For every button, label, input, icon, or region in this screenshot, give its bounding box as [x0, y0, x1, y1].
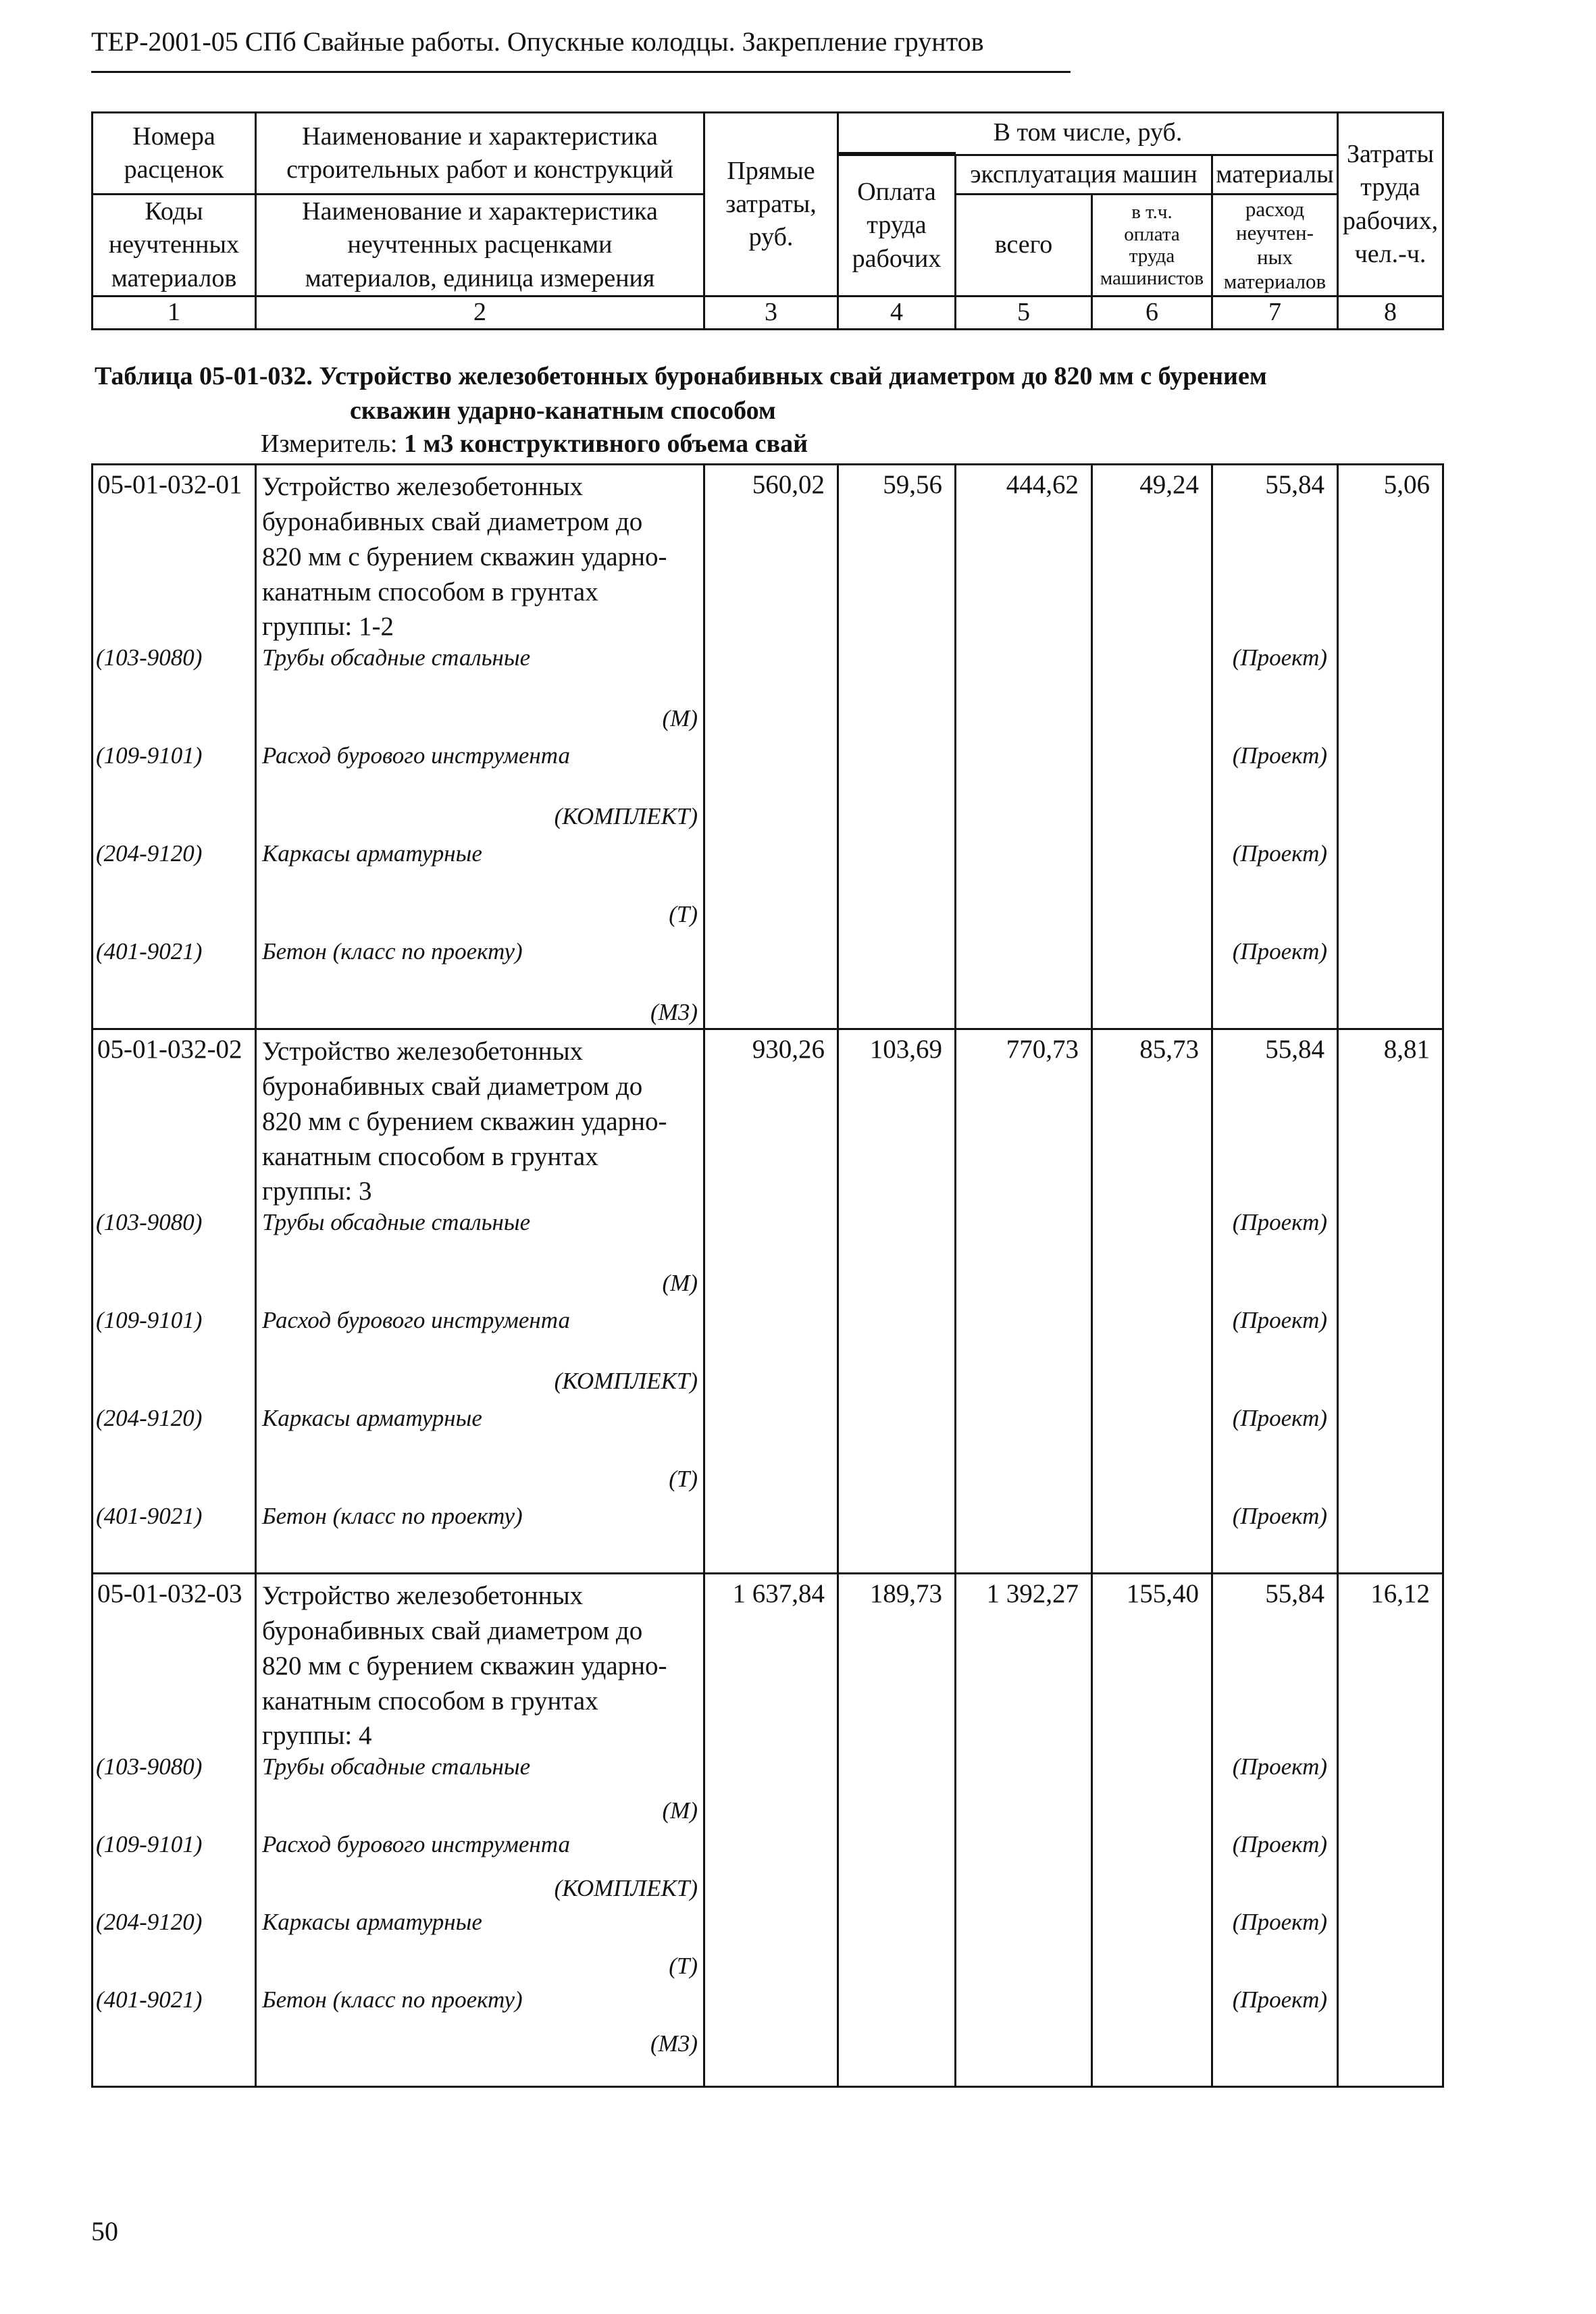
materials-cost-value: 55,84 — [1265, 470, 1324, 499]
material-project-note: (Проект) — [1232, 1986, 1327, 2013]
material-name: Трубы обсадные стальные — [262, 1209, 531, 1235]
description-line: группы: 4 — [262, 1721, 372, 1751]
material-code: (401-9021) — [96, 938, 203, 965]
table-row — [93, 465, 1443, 1029]
header-unaccounted-materials: расход неучтен- ных материалов — [1212, 195, 1338, 297]
description-line: канатным способом в грунтах — [262, 1686, 598, 1716]
rate-code: 05-01-032-01 — [97, 470, 242, 499]
header-machines: эксплуатация машин — [956, 155, 1212, 195]
direct-costs-value: 930,26 — [752, 1035, 825, 1064]
labor-pay-value: 189,73 — [869, 1579, 942, 1608]
direct-costs — [704, 465, 838, 1029]
column-number: 3 — [704, 297, 838, 330]
header-rate-codes: Коды неучтенных материалов — [93, 195, 256, 297]
header-direct-costs: Прямые затраты, руб. — [704, 113, 838, 297]
page-number: 50 — [91, 2216, 118, 2246]
description-line: 820 мм с бурением скважин ударно- — [262, 1651, 667, 1680]
material-project-note: (Проект) — [1232, 1753, 1327, 1780]
description-cell — [256, 1574, 704, 2087]
material-unit: (Т) — [669, 1953, 698, 1979]
header-materials: материалы — [1212, 155, 1338, 195]
machinists-pay-value: 155,40 — [1126, 1579, 1199, 1608]
header-material-names: Наименование и характеристика неучтенных расценками материалов, единица измерения — [256, 195, 704, 297]
table-caption — [95, 359, 1445, 428]
column-number: 4 — [838, 297, 956, 330]
material-project-note: (Проект) — [1232, 938, 1327, 965]
header-rule — [91, 71, 1071, 73]
header-labor-hours: Затраты труда рабочих, чел.-ч. — [1338, 113, 1443, 297]
material-code: (401-9021) — [96, 1986, 203, 2013]
labor-hours-value: 5,06 — [1383, 470, 1430, 499]
material-project-note: (Проект) — [1232, 840, 1327, 867]
header-rate-number: Номера расценок — [93, 113, 256, 195]
machines-total-value: 444,62 — [1006, 470, 1079, 499]
material-name: Расход бурового инструмента — [262, 742, 570, 769]
table-caption-line1: Таблица 05-01-032. Устройство железобетонных буронабивных свай диаметром до 820 мм с бурением — [95, 362, 1267, 390]
material-code: (109-9101) — [96, 1307, 203, 1333]
rates-table — [91, 463, 1444, 2088]
direct-costs-value: 560,02 — [752, 470, 825, 499]
labor-pay — [838, 1029, 956, 1574]
rate-code: 05-01-032-02 — [97, 1035, 242, 1064]
labor-pay-value: 59,56 — [883, 470, 942, 499]
material-name: Расход бурового инструмента — [262, 1307, 570, 1333]
labor-hours — [1338, 465, 1443, 1029]
direct-costs — [704, 1029, 838, 1574]
machinists-pay — [1092, 1574, 1212, 2087]
material-code: (204-9120) — [96, 1909, 203, 1935]
description-line: Устройство железобетонных — [262, 1581, 584, 1610]
description-line: канатным способом в грунтах — [262, 577, 598, 607]
column-number: 6 — [1092, 297, 1212, 330]
material-name: Каркасы арматурные — [262, 1909, 482, 1935]
material-code: (204-9120) — [96, 840, 203, 867]
labor-pay-value: 103,69 — [869, 1035, 942, 1064]
work-description — [257, 465, 703, 644]
material-project-note: (Проект) — [1232, 1307, 1327, 1333]
description-line: группы: 1-2 — [262, 612, 394, 642]
measurement-unit — [261, 429, 808, 459]
description-line: группы: 3 — [262, 1177, 372, 1206]
material-name: Трубы обсадные стальные — [262, 644, 531, 671]
column-number: 8 — [1338, 297, 1443, 330]
material-project-note: (Проект) — [1232, 1503, 1327, 1529]
machines-total — [956, 1574, 1092, 2087]
materials-cost — [1212, 1029, 1338, 1574]
column-number: 7 — [1212, 297, 1338, 330]
machines-total-value: 770,73 — [1006, 1035, 1079, 1064]
header-including-group: В том числе, руб. — [838, 113, 1338, 153]
machines-total — [956, 465, 1092, 1029]
material-unit: (М) — [662, 1797, 698, 1824]
material-code: (103-9080) — [96, 644, 203, 671]
material-name: Каркасы арматурные — [262, 840, 482, 867]
meter-label: Измеритель: — [261, 430, 398, 458]
machines-total — [956, 1029, 1092, 1574]
material-code: (204-9120) — [96, 1405, 203, 1431]
material-unit: (М3) — [650, 999, 698, 1025]
material-code: (103-9080) — [96, 1753, 203, 1780]
material-name: Бетон (класс по проекту) — [262, 1986, 523, 2013]
description-line: буронабивных свай диаметром до — [262, 1616, 643, 1645]
direct-costs-value: 1 637,84 — [732, 1579, 825, 1608]
material-project-note: (Проект) — [1232, 742, 1327, 769]
machines-total-value: 1 392,27 — [986, 1579, 1079, 1608]
material-name: Бетон (класс по проекту) — [262, 938, 523, 965]
work-description — [257, 1030, 703, 1209]
running-header: ТЕР-2001-05 СПб Свайные работы. Опускные колодцы. Закрепление грунтов — [91, 26, 984, 57]
work-description — [257, 1574, 703, 1753]
labor-pay — [838, 1574, 956, 2087]
column-number: 5 — [956, 297, 1092, 330]
column-header-table — [91, 111, 1444, 330]
material-unit: (Т) — [669, 1466, 698, 1492]
material-code: (103-9080) — [96, 1209, 203, 1235]
material-unit: (КОМПЛЕКТ) — [554, 803, 698, 829]
header-machines-total: всего — [956, 195, 1092, 297]
material-project-note: (Проект) — [1232, 1405, 1327, 1431]
header-labor-pay: Оплата труда рабочих — [838, 155, 956, 297]
rate-code-cell — [93, 465, 256, 1029]
material-name: Бетон (класс по проекту) — [262, 1503, 523, 1529]
material-unit: (М) — [662, 705, 698, 731]
header-work-name: Наименование и характеристика строительных работ и конструкций — [256, 113, 704, 195]
table-row — [93, 1574, 1443, 2087]
material-project-note: (Проект) — [1232, 1909, 1327, 1935]
description-cell — [256, 1029, 704, 1574]
rate-code-cell — [93, 1574, 256, 2087]
labor-hours — [1338, 1574, 1443, 2087]
labor-hours-value: 16,12 — [1370, 1579, 1430, 1608]
materials-cost — [1212, 1574, 1338, 2087]
description-line: буронабивных свай диаметром до — [262, 507, 643, 536]
material-name: Трубы обсадные стальные — [262, 1753, 531, 1780]
table-row — [93, 1029, 1443, 1574]
description-line: буронабивных свай диаметром до — [262, 1071, 643, 1101]
material-code: (109-9101) — [96, 1831, 203, 1857]
description-line: Устройство железобетонных — [262, 472, 584, 501]
material-name: Расход бурового инструмента — [262, 1831, 570, 1857]
column-number: 2 — [256, 297, 704, 330]
materials-cost-value: 55,84 — [1265, 1579, 1324, 1608]
meter-value: 1 м3 конструктивного объема свай — [404, 430, 808, 458]
labor-hours-value: 8,81 — [1383, 1035, 1430, 1064]
description-line: канатным способом в грунтах — [262, 1141, 598, 1171]
material-name: Каркасы арматурные — [262, 1405, 482, 1431]
material-unit: (Т) — [669, 901, 698, 927]
description-line: 820 мм с бурением скважин ударно- — [262, 542, 667, 571]
description-cell — [256, 465, 704, 1029]
material-unit: (М3) — [650, 2030, 698, 2057]
rate-code-cell — [93, 1029, 256, 1574]
material-unit: (КОМПЛЕКТ) — [554, 1368, 698, 1394]
material-project-note: (Проект) — [1232, 1831, 1327, 1857]
material-project-note: (Проект) — [1232, 1209, 1327, 1235]
table-caption-line2: скважин ударно-канатным способом — [350, 396, 776, 425]
material-code: (109-9101) — [96, 742, 203, 769]
header-machinists-pay: в т.ч. оплата труда машинистов — [1092, 195, 1212, 297]
column-number: 1 — [93, 297, 256, 330]
direct-costs — [704, 1574, 838, 2087]
material-code: (401-9021) — [96, 1503, 203, 1529]
material-unit: (М) — [662, 1270, 698, 1296]
machinists-pay-value: 85,73 — [1139, 1035, 1199, 1064]
materials-cost — [1212, 465, 1338, 1029]
description-line: 820 мм с бурением скважин ударно- — [262, 1106, 667, 1136]
machinists-pay — [1092, 465, 1212, 1029]
description-line: Устройство железобетонных — [262, 1037, 584, 1066]
machinists-pay-value: 49,24 — [1139, 470, 1199, 499]
labor-hours — [1338, 1029, 1443, 1574]
rate-code: 05-01-032-03 — [97, 1579, 242, 1608]
labor-pay — [838, 465, 956, 1029]
material-project-note: (Проект) — [1232, 644, 1327, 671]
materials-cost-value: 55,84 — [1265, 1035, 1324, 1064]
machinists-pay — [1092, 1029, 1212, 1574]
material-unit: (КОМПЛЕКТ) — [554, 1875, 698, 1901]
